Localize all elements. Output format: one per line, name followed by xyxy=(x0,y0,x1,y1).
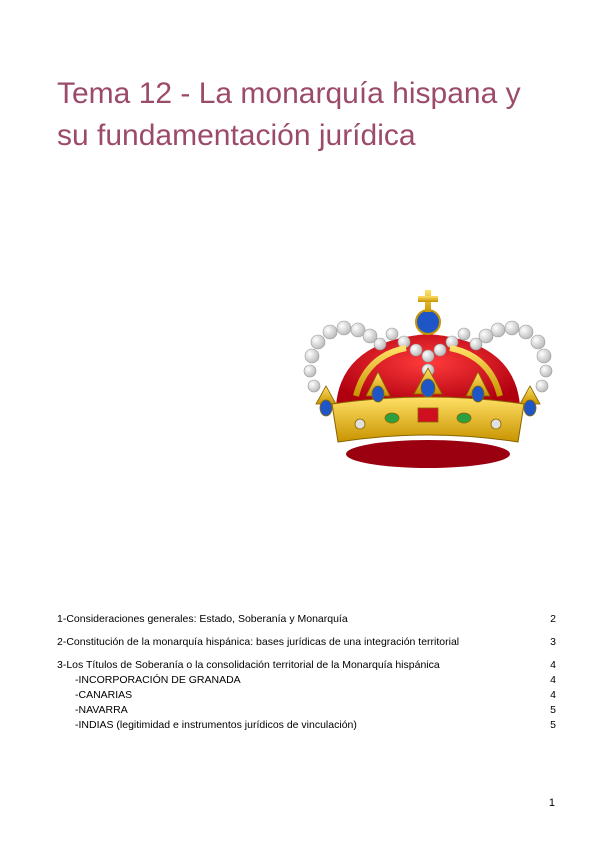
toc-subentry-page: 5 xyxy=(550,719,556,731)
toc-subentry-page: 4 xyxy=(550,674,556,686)
toc-entry-label: 3-Los Títulos de Soberanía o la consolidación territorial de la Monarquía hispánica xyxy=(57,659,440,671)
page-title xyxy=(57,73,557,157)
toc-subentry[interactable] xyxy=(57,688,556,703)
title-line-1: Tema 12 - La monarquía hispana y xyxy=(57,77,521,110)
toc-subentry[interactable] xyxy=(57,703,556,718)
toc-subentry-label: -CANARIAS xyxy=(75,689,133,701)
table-of-contents xyxy=(57,612,556,733)
toc-subentry[interactable] xyxy=(57,673,556,688)
toc-subentry-page: 4 xyxy=(550,689,556,701)
royal-crown-icon xyxy=(296,286,560,476)
toc-entry-label: 1-Consideraciones generales: Estado, Soberanía y Monarquía xyxy=(57,613,348,625)
toc-entry-page: 4 xyxy=(550,659,556,671)
toc-subentry-label: -INDIAS (legitimidad e instrumentos jurídicos de vinculación) xyxy=(75,719,357,731)
toc-entry[interactable] xyxy=(57,635,556,650)
toc-entry[interactable] xyxy=(57,658,556,673)
toc-subentry[interactable] xyxy=(57,718,556,733)
toc-entry[interactable] xyxy=(57,612,556,627)
toc-entry-label: 2-Constitución de la monarquía hispánica: bases jurídicas de una integración territorial xyxy=(57,636,460,648)
toc-subentry-page: 5 xyxy=(550,704,556,716)
toc-subentry-label: -INCORPORACIÓN DE GRANADA xyxy=(75,674,241,686)
title-line-2: su fundamentación jurídica xyxy=(57,119,416,152)
toc-subentry-label: -NAVARRA xyxy=(75,704,128,716)
toc-entry-page: 3 xyxy=(550,636,556,648)
toc-entry-page: 2 xyxy=(550,613,556,625)
page-number: 1 xyxy=(548,797,555,809)
